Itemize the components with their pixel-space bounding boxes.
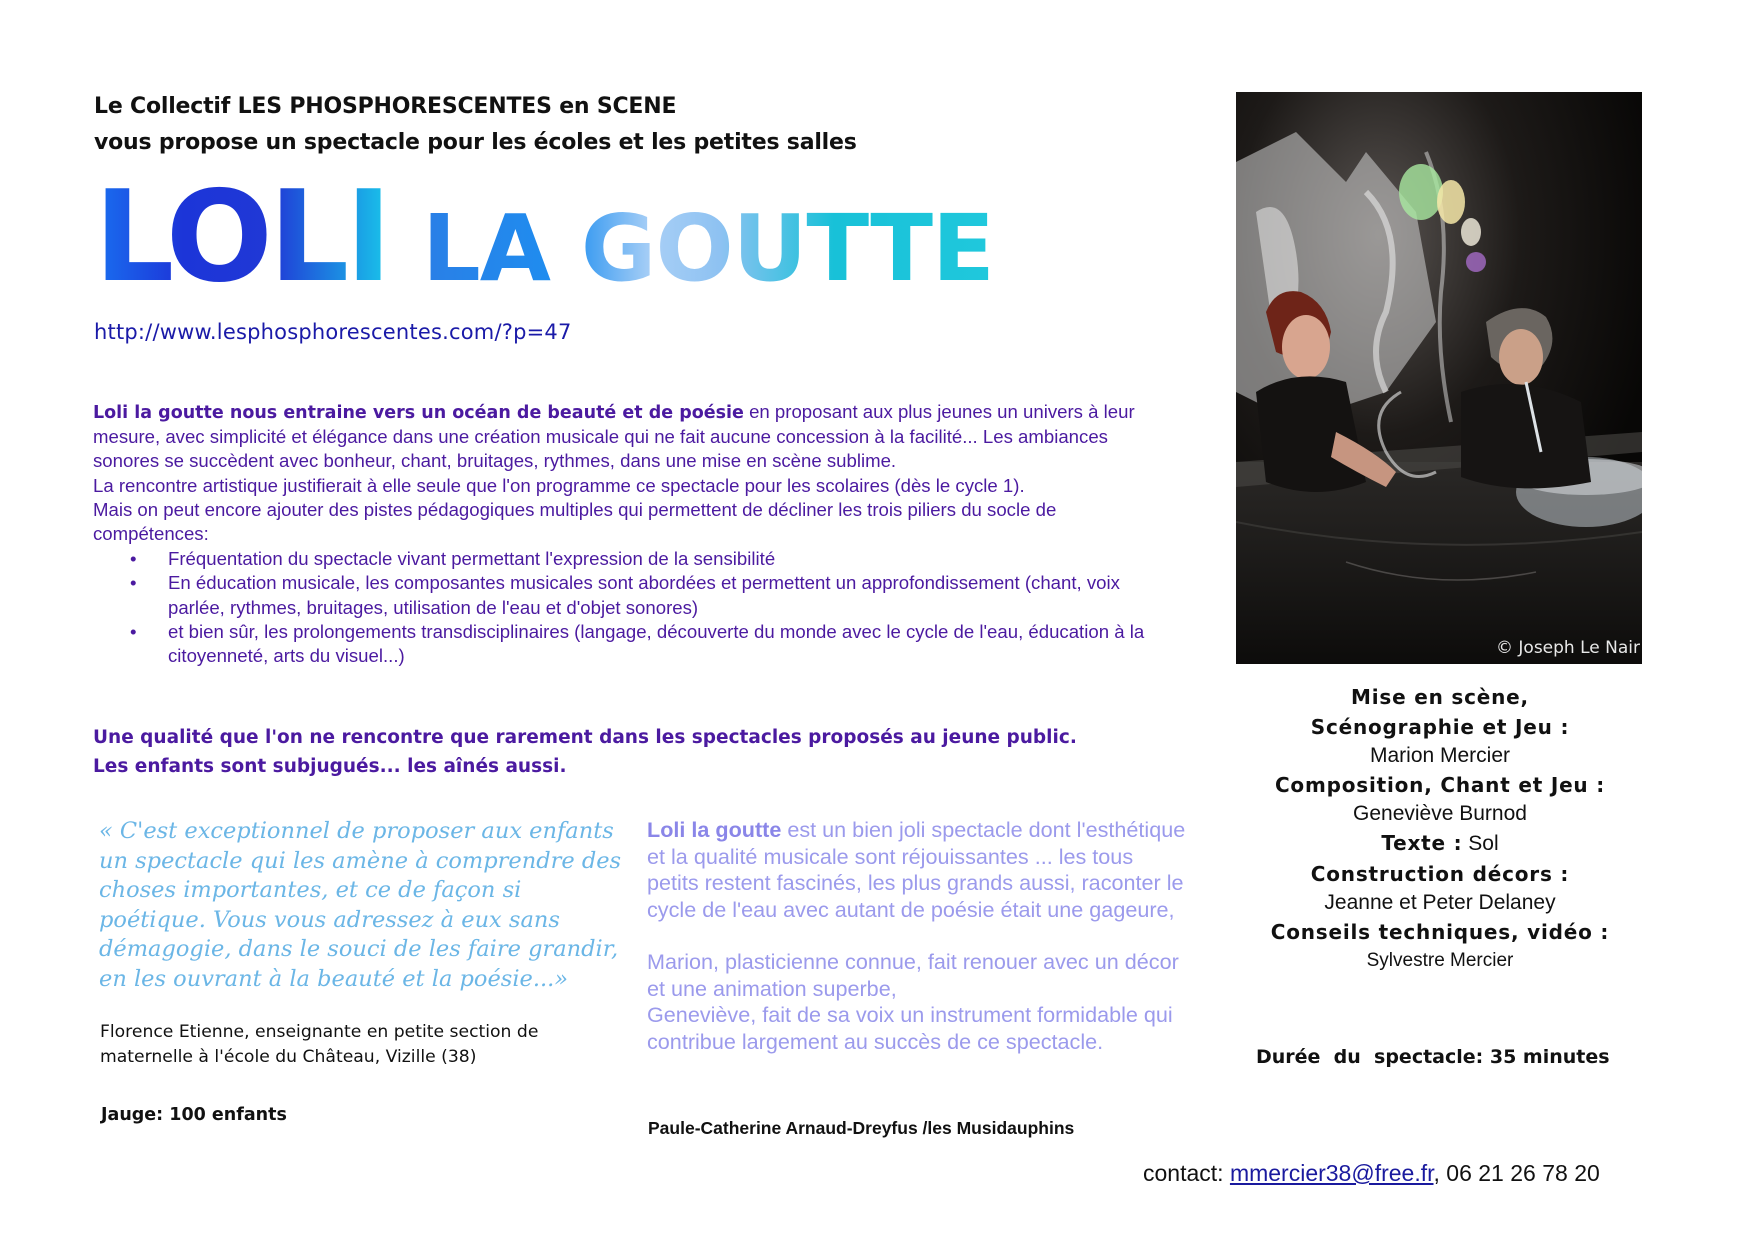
credit-person-sylvestre: Sylvestre Mercier (1366, 950, 1514, 971)
review-text (647, 817, 1187, 1055)
bullet-icon: • (130, 620, 137, 642)
intro-paragraph-1 (93, 400, 1173, 474)
show-photo (1236, 92, 1642, 664)
intro-paragraph-2: La rencontre artistique justifierait à elle seule que l'on programme ce spectacle pour les scolaires (dès le cycle 1). (93, 474, 1025, 496)
credit-role-staging: Mise en scène, (1351, 685, 1529, 709)
photo-credit: © Joseph Le Nair (1496, 638, 1640, 658)
credit-person-marion: Marion Mercier (1369, 744, 1511, 767)
contact-line (1143, 1160, 1600, 1187)
list-item: • et bien sûr, les prolongements transdisciplinaires (langage, découverte du monde avec le cycle de l'eau, éducation à la citoyenneté, arts du visuel...) (130, 620, 1145, 667)
credit-role-composition: Composition, Chant et Jeu : (1274, 773, 1606, 797)
credit-text-line (1225, 828, 1655, 859)
credit-person-sol: Sol (1462, 832, 1499, 855)
bullet-icon: • (130, 548, 137, 570)
contact-label: contact: (1143, 1160, 1230, 1186)
credit-role-construction: Construction décors : (1310, 862, 1570, 886)
intro-conclusion: Une qualité que l'on ne rencontre que rarement dans les spectacles proposés au jeune public. Les enfants sont subjugués... les aînés aussi. (93, 727, 1077, 777)
list-item: • En éducation musicale, les composantes musicales sont abordées et permettent un approfondissement (chant, voix parlée, rythmes, bruitages, utilisation de l'eau et d'objet sonores) (130, 572, 1120, 618)
credit-role-text: Texte : (1381, 831, 1463, 855)
intro-text (93, 400, 1173, 668)
bullet-icon: • (130, 572, 137, 594)
credit-person-delaney: Jeanne et Peter Delaney (1324, 891, 1556, 914)
credit-role-scenography: Scénographie et Jeu : (1310, 715, 1570, 739)
title-la-goutte: LA GOUTTE (422, 184, 994, 314)
review-paragraph-2: Marion, plasticienne connue, fait renouer avec un décor et une animation superbe, Geneviève, fait de sa voix un instrument formidable qui contribue largement au succès de ce spectacle. (647, 949, 1179, 1054)
credit-role-technical: Conseils techniques, vidéo : (1270, 920, 1610, 944)
pedagogy-list (93, 547, 1173, 668)
stage-photo-illustration (1236, 92, 1642, 664)
header-line-2: vous propose un spectacle pour les écoles et les petites salles (94, 130, 857, 155)
review-author: Paule-Catherine Arnaud-Dreyfus /les Musidauphins (648, 1118, 1075, 1138)
intro-lead: Loli la goutte nous entraine vers un océan de beauté et de poésie (93, 403, 744, 423)
contact-phone: , 06 21 26 78 20 (1433, 1160, 1600, 1186)
capacity-label: Jauge: 100 enfants (101, 1105, 287, 1125)
teacher-quote: « C'est exceptionnel de proposer aux enfants un spectacle qui les amène à comprendre des choses importantes, et ce de façon si poétique. Vous vous adressez à eux sans démagogie, dans le souci de les faire grandir, en les ouvrant à la beauté et la poésie...» (99, 818, 622, 992)
review-paragraph-1: Loli la goutte est un bien joli spectacle dont l'esthétique et la qualité musicale sont réjouissantes ... les tous petits restent fascinés, les plus grands aussi, raconter le cycle de l'eau avec autant de poésie était une gageure, (647, 817, 1186, 922)
review-title: Loli la goutte (647, 817, 782, 842)
intro-paragraph-3: Mais on peut encore ajouter des pistes pédagogiques multiples qui permettent de décliner les trois piliers du socle de compétences: (93, 498, 1057, 545)
intro-lead-rest: en proposant aux plus jeunes un univers à leur mesure, avec simplicité et élégance dans une création musicale qui ne fait aucune concession à la facilité... Les ambiances sonores se succèdent avec bonheur, chant, bruitages, rythmes, dans une mise en scène sublime. (93, 401, 1135, 472)
list-item: • Fréquentation du spectacle vivant permettant l'expression de la sensibilité (93, 547, 1173, 571)
show-title (94, 163, 994, 314)
credits-block (1225, 682, 1655, 975)
contact-email-link[interactable]: mmercier38@free.fr (1229, 1160, 1434, 1186)
show-duration: Durée du spectacle: 35 minutes (1256, 1046, 1610, 1068)
title-loli: LOLI (94, 163, 389, 310)
website-link[interactable]: http://www.lesphosphorescentes.com/?p=47 (94, 320, 572, 344)
teacher-quote-author: Florence Etienne, enseignante en petite section de maternelle à l'école du Château, Vizille (38) (100, 1022, 539, 1067)
header-line-1: Le Collectif LES PHOSPHORESCENTES en SCENE (94, 94, 677, 119)
credit-person-genevieve: Geneviève Burnod (1353, 802, 1527, 825)
